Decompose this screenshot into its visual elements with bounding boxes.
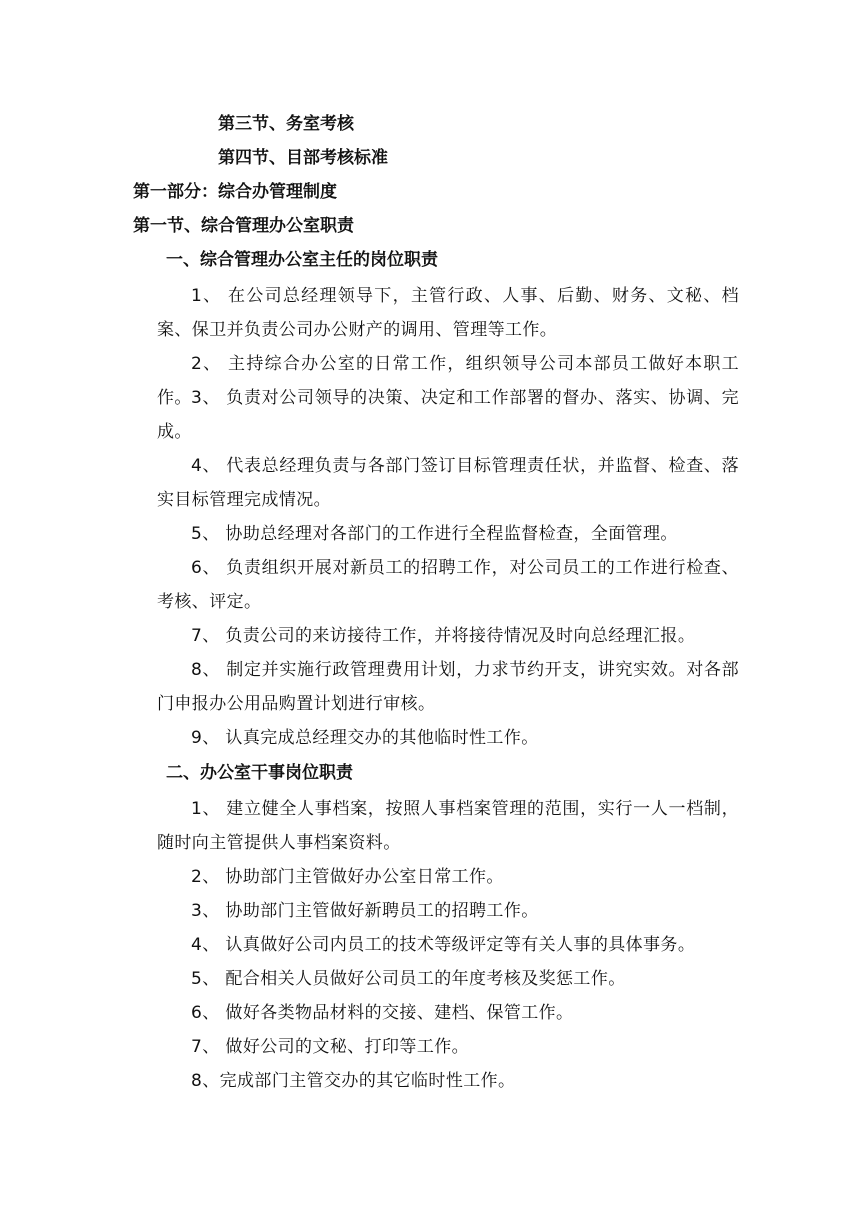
director-duty-item: 4、 代表总经理负责与各部门签订目标管理责任状，并监督、检查、落实目标管理完成情况。 xyxy=(157,456,739,510)
clerk-duty-item: 6、 做好各类物品材料的交接、建档、保管工作。 xyxy=(191,1003,574,1023)
director-duty-item: 5、 协助总经理对各部门的工作进行全程监督检查，全面管理。 xyxy=(191,524,678,544)
section-title: 第一节、综合管理办公室职责 xyxy=(133,216,354,236)
clerk-duty-item: 2、 协助部门主管做好办公室日常工作。 xyxy=(191,867,504,887)
director-duty-item: 2、 主持综合办公室的日常工作，组织领导公司本部员工做好本职工作。 xyxy=(157,354,739,408)
director-duty-item: 1、 在公司总经理领导下，主管行政、人事、后勤、财务、文秘、档案、保卫并负责公司办公财产的调用、管理等工作。 xyxy=(157,286,739,340)
toc-section-4: 第四节、目部考核标准 xyxy=(218,148,388,168)
clerk-duty-item: 7、 做好公司的文秘、打印等工作。 xyxy=(191,1037,470,1057)
director-duties-heading: 一、综合管理办公室主任的岗位职责 xyxy=(166,250,438,270)
director-duty-item: 6、 负责组织开展对新员工的招聘工作，对公司员工的工作进行检查、考核、评定。 xyxy=(157,558,739,612)
clerk-duty-item: 3、 协助部门主管做好新聘员工的招聘工作。 xyxy=(191,901,539,921)
clerk-duty-item: 4、 认真做好公司内员工的技术等级评定等有关人事的具体事务。 xyxy=(191,935,696,955)
part-title: 第一部分：综合办管理制度 xyxy=(133,182,337,202)
clerk-duty-item: 1、 建立健全人事档案，按照人事档案管理的范围，实行一人一档制，随时向主管提供人事档案资料。 xyxy=(157,799,739,853)
clerk-duty-item: 8、完成部门主管交办的其它临时性工作。 xyxy=(191,1071,516,1091)
director-duty-item: 9、 认真完成总经理交办的其他临时性工作。 xyxy=(191,728,539,748)
clerk-duty-item: 5、 配合相关人员做好公司员工的年度考核及奖惩工作。 xyxy=(191,969,626,989)
director-duty-item: 7、 负责公司的来访接待工作，并将接待情况及时向总经理汇报。 xyxy=(191,626,696,646)
toc-section-3: 第三节、务室考核 xyxy=(218,114,354,134)
director-duty-item: 8、 制定并实施行政管理费用计划，力求节约开支，讲究实效。对各部门申报办公用品购置计划进行审核。 xyxy=(157,660,739,714)
clerk-duties-heading: 二、办公室干事岗位职责 xyxy=(166,763,353,783)
director-duty-item: 3、 负责对公司领导的决策、决定和工作部署的督办、落实、协调、完成。 xyxy=(157,388,739,442)
